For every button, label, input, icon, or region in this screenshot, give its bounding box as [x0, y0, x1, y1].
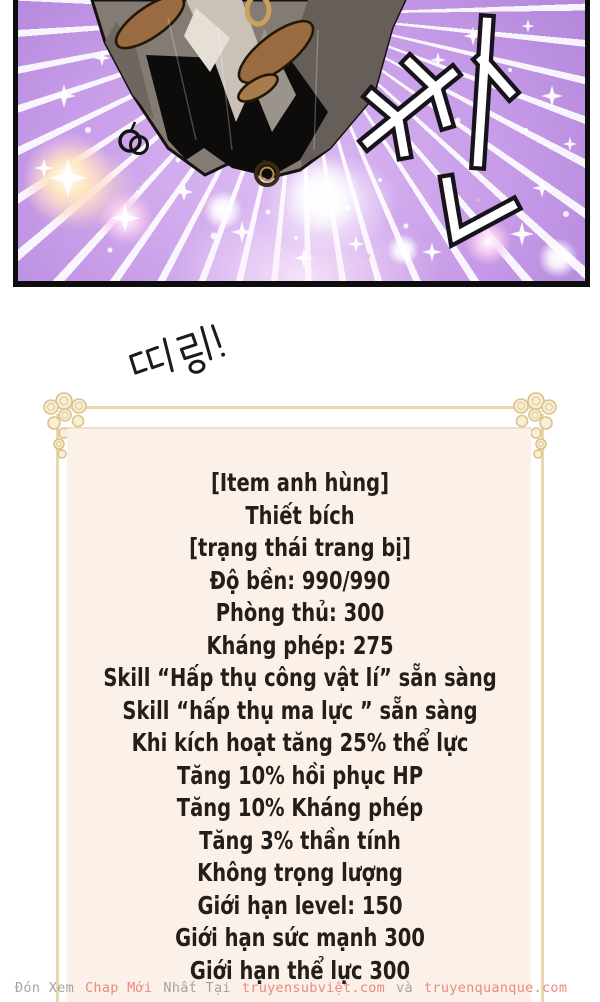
item-stat-line: [trạng thái trang bị]	[189, 533, 411, 562]
item-stat-line: Độ bền: 990/990	[209, 565, 391, 595]
watermark-text: Đón Xem	[15, 980, 74, 996]
item-stat-line: [Item anh hùng]	[210, 468, 390, 497]
sfx-korean-jjan	[368, 22, 512, 236]
item-stat-line: Skill “hấp thụ ma lực ” sẵn sàng	[122, 695, 478, 725]
comic-panel	[13, 0, 590, 287]
item-stat-line: Phòng thủ: 300	[215, 598, 385, 627]
hanging-cloak-illustration	[92, 0, 405, 185]
item-stats-list	[0, 467, 600, 987]
item-stat-line: Kháng phép: 275	[206, 630, 394, 660]
item-stat-line: Giới hạn sức mạnh 300	[175, 923, 425, 952]
item-stat-line: Tăng 10% hồi phục HP	[177, 760, 423, 790]
watermark-text: và	[396, 980, 413, 996]
item-stat-line: Giới hạn thể lực 300	[189, 955, 411, 985]
sfx-korean-ding	[123, 321, 233, 396]
watermark-url: truyensubviệt.com	[241, 980, 386, 996]
item-stat-line: Tăng 10% Kháng phép	[176, 793, 424, 822]
item-stat-line: Skill “Hấp thụ công vật lí” sẵn sàng	[103, 663, 497, 692]
item-stat-line: Thiết bích	[245, 500, 355, 530]
item-stat-line: Khi kích hoạt tăng 25% thể lực	[131, 728, 469, 757]
item-window-frame-top	[58, 406, 544, 409]
panel-artwork	[18, 0, 585, 281]
watermark-url: truyenquanque.com	[423, 980, 568, 996]
watermark-text: Chap Mới	[85, 980, 153, 996]
item-stat-line: Không trọng lượng	[197, 858, 403, 887]
item-stat-line: Tăng 3% thần tính	[199, 825, 401, 855]
item-stat-line: Giới hạn level: 150	[197, 890, 403, 920]
watermark-text: Nhất Tại	[163, 980, 231, 996]
